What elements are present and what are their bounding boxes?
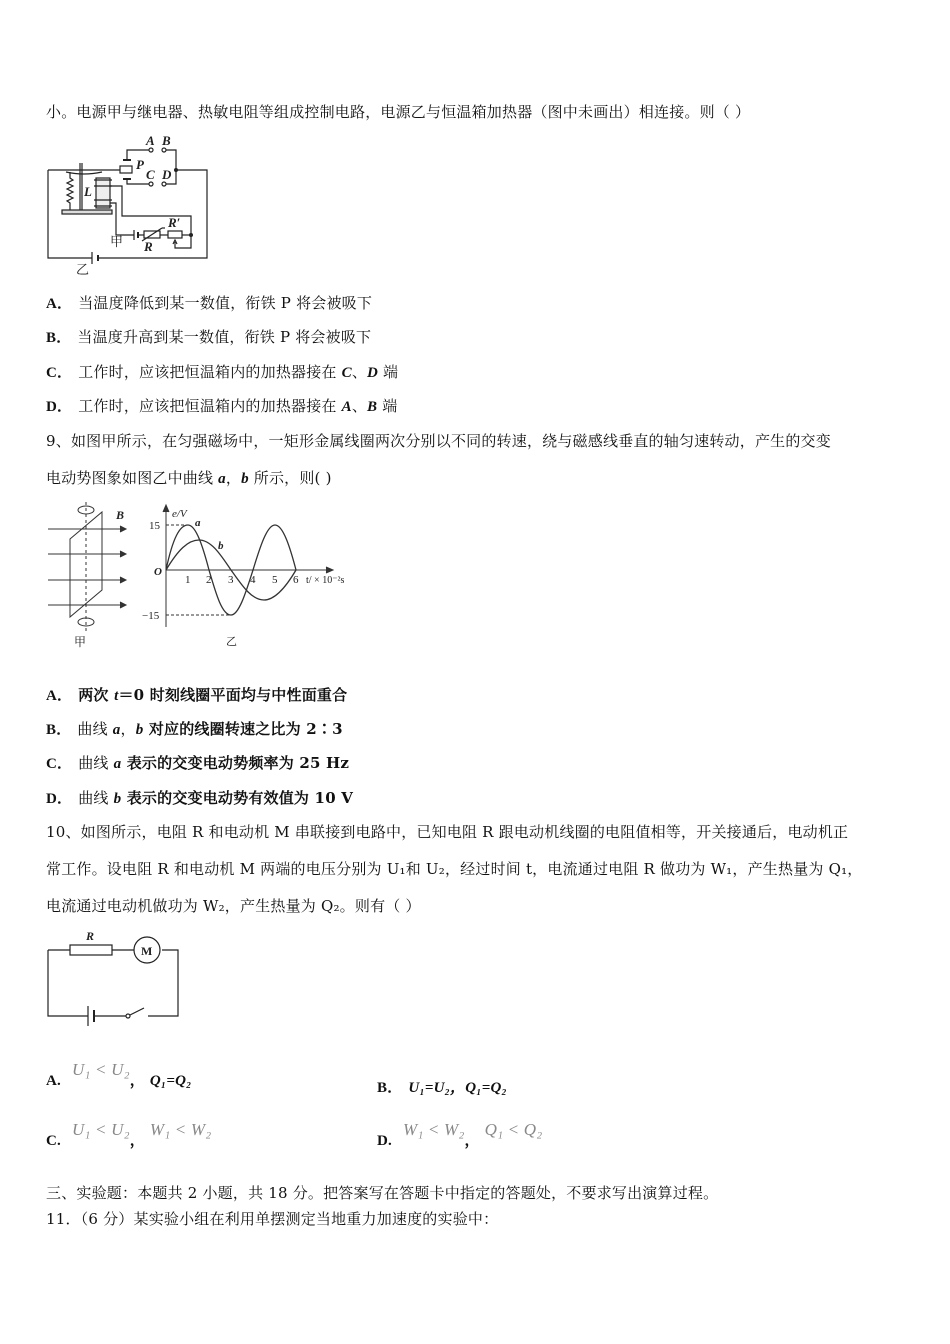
q10-stem-line2: 常工作。设电阻 R 和电动机 M 两端的电压分别为 U₁和 U₂，经过时间 t，电流通过电阻 R 做功为 W₁，产生热量为 Q₁， xyxy=(46,860,863,878)
origin-label: O xyxy=(154,566,162,578)
motor-m-label: M xyxy=(141,944,153,958)
y-axis-label: e/V xyxy=(172,508,187,520)
y-tick-neg15: −15 xyxy=(142,610,160,622)
q9-option-b[interactable]: B． 曲线 a，b 对应的线圈转速之比为 2∶3 xyxy=(46,720,343,738)
q10-stem-line3: 电流通过电动机做功为 W₂，产生热量为 Q₂。则有（ ） xyxy=(46,897,421,915)
rheostat-r-prime-label: R′ xyxy=(168,215,181,230)
x-tick-3: 3 xyxy=(228,574,234,586)
q10-option-a[interactable]: A. U₁ < U₂， Q₁=Q₂ xyxy=(46,1060,192,1089)
x-tick-1: 1 xyxy=(185,574,191,586)
q8-option-d[interactable]: D． 工作时，应该把恒温箱内的加热器接在 A、B 端 xyxy=(46,397,398,415)
q10-stem-line1: 10、如图所示，电阻 R 和电动机 M 串联接到电路中，已知电阻 R 跟电动机线圈的电阻值相等，开关接通后，电动机正 xyxy=(46,823,849,841)
source-jia-label: 甲 xyxy=(110,235,124,250)
coil-l-label: L xyxy=(84,184,92,199)
x-tick-4: 4 xyxy=(250,574,256,586)
y-tick-15: 15 xyxy=(149,520,160,532)
q8-stem: 小。电源甲与继电器、热敏电阻等组成控制电路，电源乙与恒温箱加热器（图中未画出）相连接。则（ ） xyxy=(46,103,751,121)
q8-option-c[interactable]: C． 工作时，应该把恒温箱内的加热器接在 C、D 端 xyxy=(46,363,399,381)
figure-jia-caption: 甲 xyxy=(74,635,87,649)
curve-a-label: a xyxy=(195,517,201,529)
q10-option-b[interactable]: B． U₁=U₂，Q₁=Q₂ xyxy=(377,1080,507,1096)
figure-yi-caption: 乙 xyxy=(226,635,237,648)
q10-option-d[interactable]: D. W₁ < W₂， Q₁ < Q₂ xyxy=(377,1120,543,1149)
resistor-r-label: R xyxy=(86,929,95,943)
q11-stem: 11．（6 分）某实验小组在利用单摆测定当地重力加速度的实验中： xyxy=(46,1210,499,1228)
terminal-d-label: D xyxy=(162,167,172,182)
rotating-coil-figure xyxy=(44,502,144,650)
q9-option-a[interactable]: A． 两次 t＝0 时刻线圈平面均与中性面重合 xyxy=(46,686,348,704)
terminal-b-label: B xyxy=(162,133,171,148)
x-tick-2: 2 xyxy=(206,574,212,586)
thermistor-r-label: R xyxy=(144,239,153,254)
terminal-c-label: C xyxy=(146,167,155,182)
terminal-a-label: A xyxy=(146,133,155,148)
x-tick-6: 6 xyxy=(293,574,299,586)
magnetic-field-b-label: B xyxy=(116,508,125,522)
q8-option-a[interactable]: A． 当温度降低到某一数值，衔铁 P 将会被吸下 xyxy=(46,294,373,312)
q9-stem-line2: 电动势图象如图乙中曲线 a，b 所示，则( ) xyxy=(46,469,332,487)
q9-option-c[interactable]: C． 曲线 a 表示的交变电动势频率为 25 Hz xyxy=(46,754,350,772)
q9-stem-line1: 9、如图甲所示，在匀强磁场中，一矩形金属线圈两次分别以不同的转速，绕与磁感线垂直的轴匀速转动，产生的交变 xyxy=(46,432,831,450)
relay-circuit-figure xyxy=(44,128,219,278)
x-axis-label: t/ × 10⁻²s xyxy=(306,575,345,586)
curve-b-label: b xyxy=(218,540,224,552)
source-yi-label: 乙 xyxy=(76,263,90,278)
section-three-heading: 三、实验题：本题共 2 小题，共 18 分。把答案写在答题卡中指定的答题处，不要求写出演算过程。 xyxy=(46,1184,719,1202)
emf-time-chart xyxy=(140,502,370,650)
q8-option-b[interactable]: B． 当温度升高到某一数值，衔铁 P 将会被吸下 xyxy=(46,328,372,346)
x-tick-5: 5 xyxy=(272,574,278,586)
q10-option-c[interactable]: C. U₁ < U₂， W₁ < W₂ xyxy=(46,1120,212,1149)
motor-circuit-figure xyxy=(44,928,184,1028)
q9-option-d[interactable]: D． 曲线 b 表示的交变电动势有效值为 10 V xyxy=(46,789,354,807)
armature-p-label: P xyxy=(136,157,144,172)
